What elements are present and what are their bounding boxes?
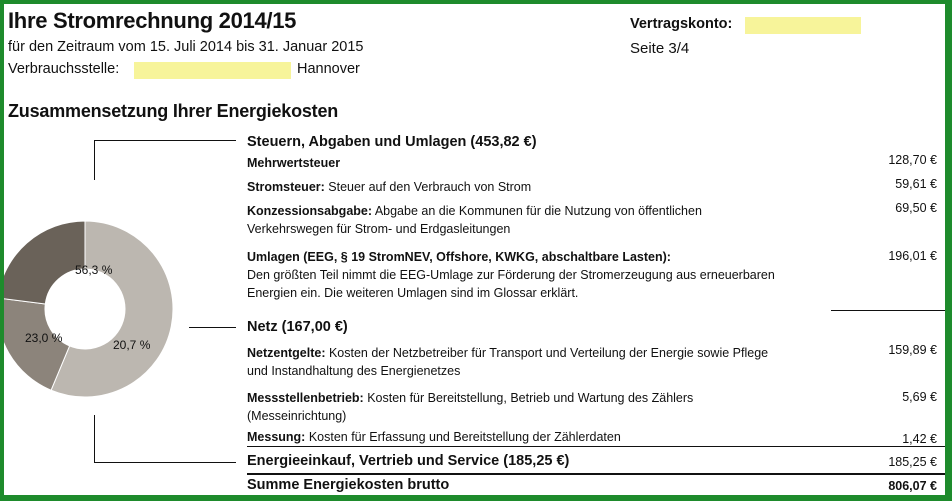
- line-amount: 196,01 €: [888, 249, 937, 263]
- line-item-continuation: Den größten Teil nimmt die EEG-Umlage zur Förderung der Stromerzeugung aus erneuerbaren: [247, 268, 775, 282]
- connector-line: [94, 415, 95, 462]
- page-number: Seite 3/4: [630, 40, 690, 57]
- line-item: Messstellenbetrieb: Kosten für Bereitstellung, Betrieb und Wartung des Zählers: [247, 391, 694, 405]
- group-title-taxes: Steuern, Abgaben und Umlagen (453,82 €): [247, 134, 537, 150]
- line-amount: 59,61 €: [895, 177, 937, 191]
- line-item: Netzentgelte: Kosten der Netzbetreiber für Transport und Verteilung der Energie sowie Pflege: [247, 346, 769, 360]
- line-item: Messung: Kosten für Erfassung und Bereitstellung der Zählerdaten: [247, 430, 621, 444]
- account-label: Vertragskonto:: [630, 16, 733, 32]
- redacted-account: [745, 17, 861, 34]
- divider-line: [247, 446, 945, 447]
- group-title-energy: Energieeinkauf, Vertrieb und Service (185,25 €): [247, 453, 570, 469]
- line-item-continuation: Verkehrswegen für Strom- und Erdgasleitungen: [247, 222, 511, 236]
- line-item-continuation: Energien ein. Die weiteren Umlagen sind im Glossar erklärt.: [247, 286, 579, 300]
- connector-line: [94, 140, 236, 141]
- connector-line: [94, 462, 236, 463]
- pie-label-energy: 23,0 %: [25, 331, 63, 345]
- invoice-page: [4, 4, 945, 495]
- line-amount: 185,25 €: [888, 455, 937, 469]
- line-item: Konzessionsabgabe: Abgabe an die Kommunen für die Nutzung von öffentlichen: [247, 204, 702, 218]
- line-amount: 159,89 €: [888, 343, 937, 357]
- line-amount: 5,69 €: [902, 390, 937, 404]
- location-label: Verbrauchsstelle:: [8, 61, 120, 77]
- connector-line: [189, 327, 236, 328]
- line-item-continuation: (Messeinrichtung): [247, 409, 347, 423]
- total-title: Summe Energiekosten brutto: [247, 477, 450, 493]
- period-text: für den Zeitraum vom 15. Juli 2014 bis 31. Januar 2015: [8, 39, 364, 55]
- connector-line: [94, 140, 95, 180]
- total-amount: 806,07 €: [888, 479, 937, 493]
- line-amount: 1,42 €: [902, 432, 937, 446]
- total-rule: [247, 473, 945, 475]
- line-item-continuation: und Instandhaltung des Energienetzes: [247, 364, 461, 378]
- cost-pie-chart: [4, 214, 180, 404]
- line-item: Mehrwertsteuer: [247, 156, 341, 170]
- page-title: Ihre Stromrechnung 2014/15: [8, 8, 297, 33]
- pie-label-taxes: 56,3 %: [75, 263, 113, 277]
- location-city: Hannover: [297, 61, 360, 77]
- redacted-location: [134, 62, 291, 79]
- pie-label-net: 20,7 %: [113, 338, 151, 352]
- pie-slice-energy: [4, 221, 85, 304]
- line-item: Umlagen (EEG, § 19 StromNEV, Offshore, KWKG, abschaltbare Lasten):: [247, 250, 671, 264]
- group-title-net: Netz (167,00 €): [247, 319, 348, 335]
- section-title: Zusammensetzung Ihrer Energiekosten: [8, 101, 339, 121]
- line-item: Stromsteuer: Steuer auf den Verbrauch von Strom: [247, 180, 532, 194]
- line-amount: 69,50 €: [895, 201, 937, 215]
- line-amount: 128,70 €: [888, 153, 937, 167]
- subtotal-rule: [831, 310, 945, 311]
